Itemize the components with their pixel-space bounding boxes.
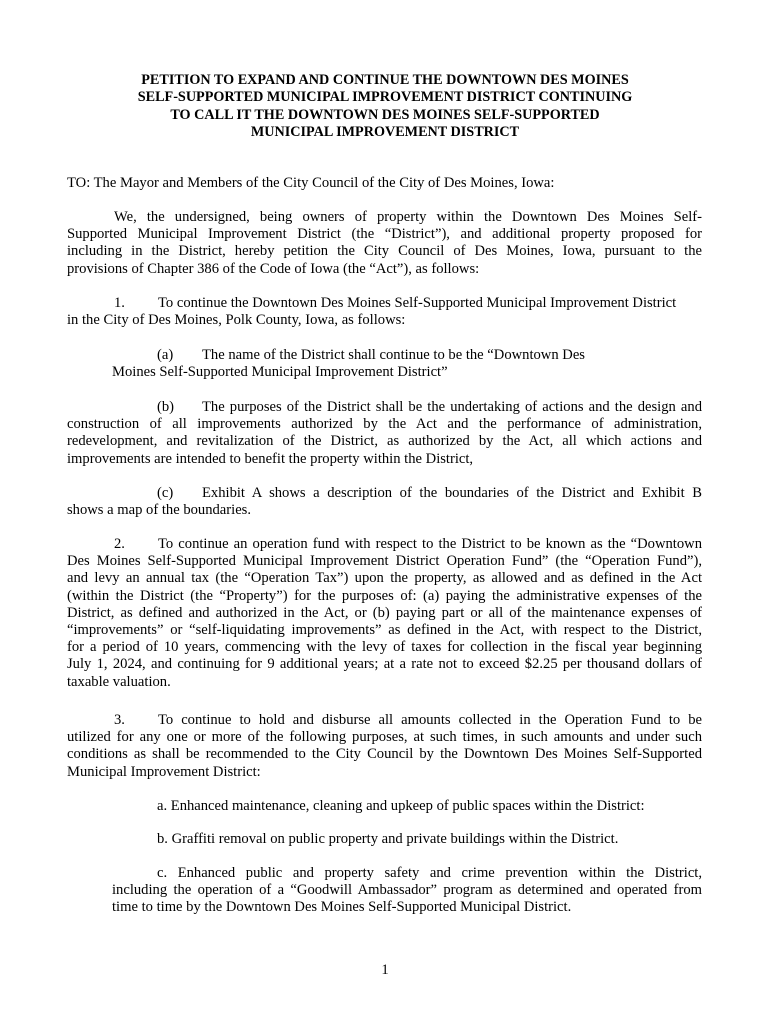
- item-1b: [67, 399, 702, 468]
- intro-line-1: We, the undersigned, being owners of property within the Downtown Des Moines Self-: [114, 209, 702, 225]
- item-2-line-4: (within the District (the “Property”) for the purposes of: (a) paying the administrative expenses of the: [67, 587, 702, 604]
- item-2-line-3: and levy an annual tax (the “Operation Tax”) upon the property, as allowed and as defined in the Act: [67, 570, 702, 587]
- item-3-line-4: Municipal Improvement District:: [67, 763, 261, 780]
- title-line-1: PETITION TO EXPAND AND CONTINUE THE DOWNTOWN DES MOINES: [141, 72, 629, 88]
- item-1-line-1: To continue the Downtown Des Moines Self-Supported Municipal Improvement District: [158, 295, 677, 311]
- addressee-text: TO: The Mayor and Members of the City Council of the City of Des Moines, Iowa:: [67, 175, 555, 191]
- intro-paragraph: [67, 209, 702, 278]
- item-1b-line-2: construction of all improvements authorized by the Act and the performance of administration,: [67, 416, 702, 433]
- item-1a-line-2: Moines Self-Supported Municipal Improvement District”: [112, 364, 448, 381]
- purpose-c-line-2: including the operation of a “Goodwill Ambassador” program as determined and operated from: [112, 882, 702, 899]
- item-1a-line-1: The name of the District shall continue to be the “Downtown Des: [202, 347, 585, 363]
- item-1b-label: (b): [157, 399, 175, 415]
- purpose-b-text: b. Graffiti removal on public property and private buildings within the District.: [157, 831, 619, 847]
- item-1b-line-4: improvements are intended to benefit the property within the District,: [67, 450, 474, 467]
- item-1-number: 1.: [114, 295, 125, 311]
- item-1c-line-1: Exhibit A shows a description of the boundaries of the District and Exhibit B: [202, 485, 702, 501]
- title-line-2: SELF-SUPPORTED MUNICIPAL IMPROVEMENT DISTRICT CONTINUING: [137, 89, 633, 106]
- item-1b-line-3: redevelopment, and revitalization of the District, as authorized by the Act, all which actions and: [67, 433, 702, 450]
- item-1c-line-2: shows a map of the boundaries.: [67, 502, 252, 519]
- item-2-line-2: Des Moines Self-Supported Municipal Improvement District Operation Fund” (the “Operation Fund”),: [67, 553, 702, 570]
- item-2-number: 2.: [114, 536, 125, 552]
- item-1: [67, 295, 702, 329]
- title-line-3: TO CALL IT THE DOWNTOWN DES MOINES SELF-SUPPORTED: [170, 106, 600, 123]
- item-2-line-7: for a period of 10 years, commencing with the levy of taxes for collection in the fiscal year beginning: [67, 639, 702, 656]
- item-2-line-1: To continue an operation fund with respect to the District to be known as the “Downtown: [158, 536, 702, 552]
- purpose-c-line-1: c. Enhanced public and property safety and crime prevention within the District,: [157, 865, 702, 881]
- item-1b-line-1: The purposes of the District shall be the undertaking of actions and the design and: [202, 399, 702, 415]
- item-2-line-6: “improvements” or “self-liquidating improvements” as defined in the Act, with respect to the District,: [67, 622, 702, 639]
- item-2-line-8: July 1, 2024, and continuing for 9 additional years; at a rate not to exceed $2.25 per thousand dollars of: [67, 656, 702, 673]
- item-1-line-2: in the City of Des Moines, Polk County, Iowa, as follows:: [67, 312, 406, 329]
- purpose-b: [112, 831, 702, 848]
- page-number: 1: [381, 962, 389, 978]
- item-2-line-9: taxable valuation.: [67, 673, 171, 690]
- addressee: [67, 175, 702, 192]
- item-3: [67, 712, 702, 781]
- item-3-line-3: conditions as shall be recommended to the City Council by the Downtown Des Moines Self-Supported: [67, 746, 702, 763]
- title-line-4: MUNICIPAL IMPROVEMENT DISTRICT: [250, 124, 520, 141]
- item-3-number: 3.: [114, 712, 125, 728]
- document-title: [90, 72, 680, 142]
- purpose-a-text: a. Enhanced maintenance, cleaning and upkeep of public spaces within the District:: [157, 798, 645, 814]
- item-1a: [112, 347, 702, 381]
- purpose-c-line-3: time to time by the Downtown Des Moines Self-Supported Municipal District.: [112, 899, 572, 916]
- intro-line-4: provisions of Chapter 386 of the Code of Iowa (the “Act”), as follows:: [67, 260, 480, 277]
- item-3-line-2: utilized for any one or more of the following purposes, at such times, in such amounts and under such: [67, 729, 702, 746]
- item-1a-label: (a): [157, 347, 174, 363]
- purpose-a: [112, 798, 702, 815]
- item-2-line-5: District, as defined and authorized in the Act, or (b) paying part or all of the maintenance expenses of: [67, 604, 702, 621]
- item-1c-label: (c): [157, 485, 174, 501]
- item-1c: [67, 485, 702, 519]
- intro-line-2: Supported Municipal Improvement District (the “District”), and additional property proposed for: [67, 226, 702, 243]
- item-2: [67, 536, 702, 691]
- purpose-c: [112, 865, 702, 917]
- item-3-line-1: To continue to hold and disburse all amounts collected in the Operation Fund to be: [158, 712, 702, 728]
- intro-line-3: including in the District, hereby petition the City Council of Des Moines, Iowa, pursuant to the: [67, 243, 702, 260]
